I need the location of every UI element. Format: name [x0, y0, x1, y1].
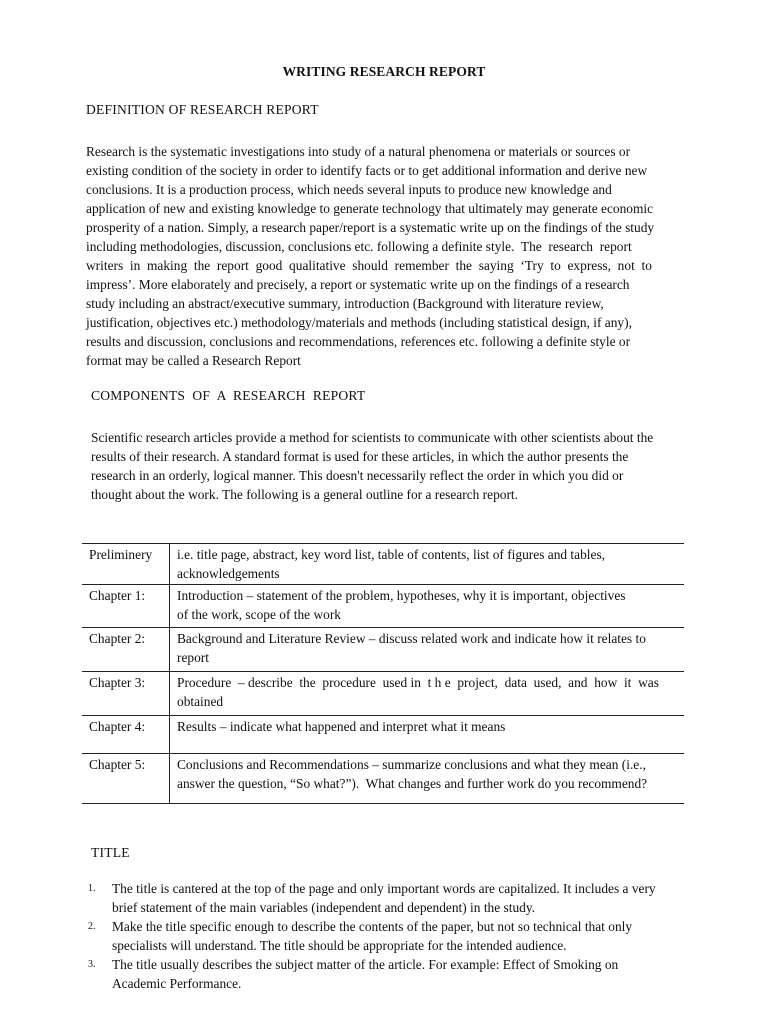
title-guidelines-list: [88, 879, 688, 993]
cell-line: i.e. title page, abstract, key word list, table of contents, list of figures and tables,: [177, 547, 606, 562]
table-cell-label: Chapter 3:: [82, 672, 170, 716]
paragraph-line: conclusions. It is a production process, which needs several inputs to produce new knowledge and: [86, 182, 612, 197]
table-cell-description: [170, 754, 685, 804]
table-cell-label: Chapter 4:: [82, 716, 170, 754]
cell-line: answer the question, “So what?”). What changes and further work do you recommend?: [177, 776, 648, 791]
list-item: [88, 955, 688, 993]
paragraph-line: impress’. More elaborately and precisely, a report or systematic write up on the findings of a research: [86, 277, 630, 292]
list-item-line: Make the title specific enough to describe the contents of the paper, but not so technical that only: [112, 919, 633, 934]
paragraph-line: Research is the systematic investigations into study of a natural phenomena or materials or sources or: [86, 144, 631, 159]
list-item: [88, 879, 688, 917]
table-cell-label: Chapter 5:: [82, 754, 170, 804]
paragraph-line: prosperity of a nation. Simply, a research paper/report is a systematic write up on the findings of the study: [86, 220, 655, 235]
cell-line: Conclusions and Recommendations – summarize conclusions and what they mean (i.e.,: [177, 757, 646, 772]
paragraph-line: results and discussion, conclusions and recommendations, references etc. following a definite style or: [86, 334, 631, 349]
table-cell-description: [170, 585, 685, 628]
list-item-number: 2.: [88, 921, 96, 932]
table-row: [82, 544, 684, 585]
paragraph-line: including methodologies, discussion, conclusions etc. following a definite style. The research report: [86, 239, 632, 254]
paragraph-line: research in an orderly, logical manner. This doesn't necessarily reflect the order in which you did or: [91, 468, 624, 483]
table-row: [82, 672, 684, 716]
table-cell-description: [170, 672, 685, 716]
document-title: WRITING RESEARCH REPORT: [282, 64, 486, 79]
definition-paragraph: [86, 142, 686, 370]
title-heading: TITLE: [91, 845, 130, 860]
list-item-line: brief statement of the main variables (independent and dependent) in the study.: [112, 900, 536, 915]
cell-line: Procedure – describe the procedure used in t h e project, data used, and how it was: [177, 675, 659, 690]
table-row: [82, 716, 684, 754]
list-item-number: 1.: [88, 883, 96, 894]
list-item-line: The title usually describes the subject matter of the article. For example: Effect of Smoking on: [112, 957, 619, 972]
table-cell-label: Chapter 2:: [82, 628, 170, 672]
cell-line: Results – indicate what happened and interpret what it means: [177, 719, 506, 734]
cell-line: Introduction – statement of the problem, hypotheses, why it is important, objectives: [177, 588, 626, 603]
table-cell-label: Chapter 1:: [82, 585, 170, 628]
report-outline-table: [82, 543, 684, 804]
paragraph-line: Scientific research articles provide a method for scientists to communicate with other scientists about the: [91, 430, 654, 445]
paragraph-line: study including an abstract/executive summary, introduction (Background with literature review,: [86, 296, 604, 311]
cell-line: report: [177, 650, 209, 665]
cell-line: obtained: [177, 694, 224, 709]
paragraph-line: thought about the work. The following is a general outline for a research report.: [91, 487, 519, 502]
paragraph-line: justification, objectives etc.) methodology/materials and methods (including statistical design, if any),: [86, 315, 632, 330]
table-cell-description: [170, 628, 685, 672]
list-item-line: The title is cantered at the top of the page and only important words are capitalized. It includes a very: [112, 881, 656, 896]
table-cell-label: Preliminery: [82, 544, 170, 585]
table-row: [82, 628, 684, 672]
table-row: [82, 754, 684, 804]
components-paragraph: [91, 428, 687, 504]
cell-line: acknowledgements: [177, 566, 280, 581]
list-item-number: 3.: [88, 959, 96, 970]
table-row: [82, 585, 684, 628]
paragraph-line: results of their research. A standard format is used for these articles, in which the author presents the: [91, 449, 629, 464]
list-item-line: specialists will understand. The title should be appropriate for the intended audience.: [112, 938, 567, 953]
paragraph-line: existing condition of the society in order to identify facts or to get additional information and derive new: [86, 163, 648, 178]
paragraph-line: application of new and existing knowledge to generate technology that ultimately may generate economic: [86, 201, 654, 216]
list-item-line: Academic Performance.: [112, 976, 242, 991]
table-cell-description: [170, 544, 685, 585]
table-cell-description: [170, 716, 685, 754]
paragraph-line: writers in making the report good qualitative should remember the saying ‘Try to express, not to: [86, 258, 652, 273]
components-heading: COMPONENTS OF A RESEARCH REPORT: [91, 388, 366, 403]
list-item: [88, 917, 688, 955]
cell-line: Background and Literature Review – discuss related work and indicate how it relates to: [177, 631, 646, 646]
definition-heading: DEFINITION OF RESEARCH REPORT: [86, 102, 319, 117]
cell-line: of the work, scope of the work: [177, 607, 341, 622]
paragraph-line: format may be called a Research Report: [86, 353, 301, 368]
